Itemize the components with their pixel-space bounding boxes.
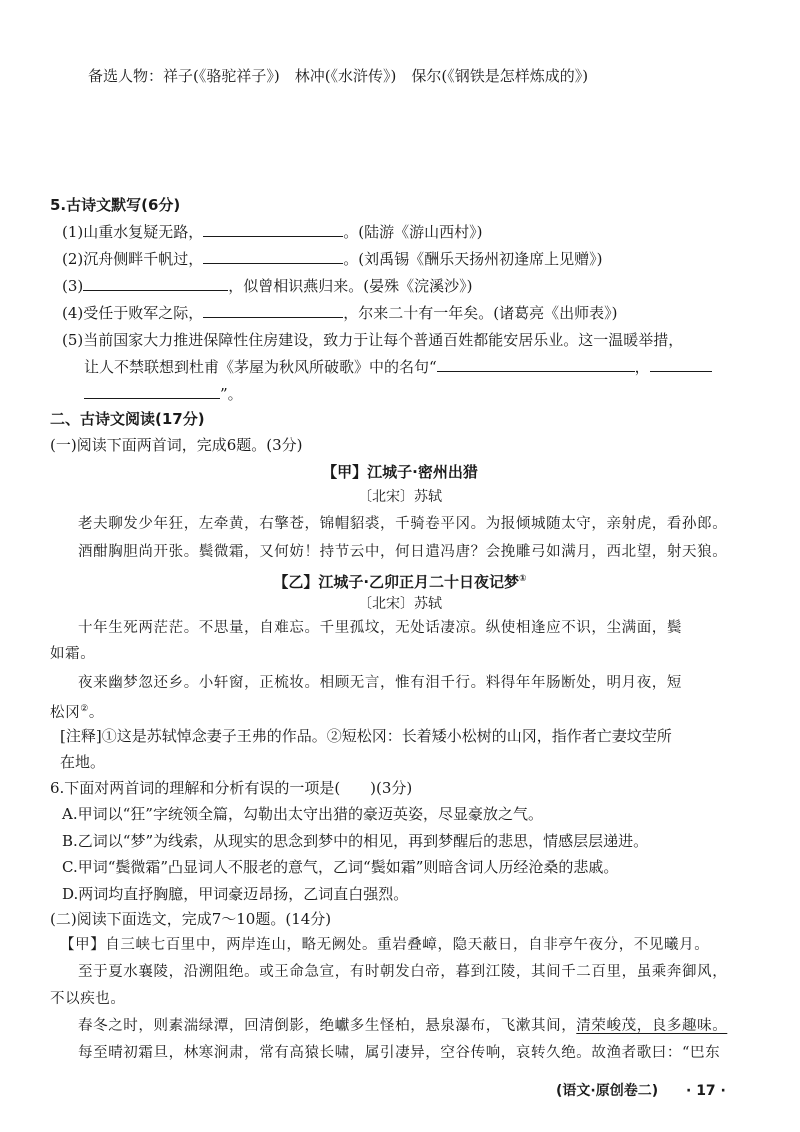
answer-blank[interactable]	[203, 222, 343, 237]
prose-line-5: 每至晴初霜旦，林寒涧肃，常有高猿长啸，属引凄异，空谷传响，哀转久绝。故渔者歌曰：“巴东	[78, 1045, 721, 1061]
q5-line-7: ”。	[84, 384, 243, 404]
prose-line-1: 【甲】自三峡七百里中，两岸连山，略无阙处。重岩叠嶂，隐天蔽日，自非亭午夜分，不见曦月。	[60, 937, 710, 953]
q5-line-5: (5)当前国家大力推进保障性住房建设，致力于让每个普通百姓都能安居乐业。这一温暖举措，	[62, 331, 684, 349]
prose-line-3: 不以疾也。	[50, 991, 126, 1007]
poem-b-line-3: 夜来幽梦忽还乡。小轩窗，正梳妆。相顾无言，惟有泪千行。料得年年肠断处，明月夜，短	[78, 675, 682, 691]
page-number: · 17 ·	[686, 1083, 726, 1099]
notes-line-2: 在地。	[60, 753, 106, 771]
candidate-characters: 备选人物：祥子(《骆驼祥子》) 林冲(《水浒传》) 保尔(《钢铁是怎样炼成的》)	[88, 67, 589, 85]
answer-blank[interactable]	[203, 303, 343, 318]
section-2-title: 二、古诗文阅读(17分)	[50, 410, 205, 428]
poem-b-line-1: 十年生死两茫茫。不思量，自难忘。千里孤坟，无处话凄凉。纵使相逢应不识，尘满面，鬓	[78, 620, 682, 636]
poem-b-line-4: 松冈②。	[50, 704, 104, 721]
q5-line-6: 让人不禁联想到杜甫《茅屋为秋风所破歌》中的名句“ ，	[84, 357, 712, 377]
answer-blank[interactable]	[437, 357, 635, 372]
q5-line-2: (2)沉舟侧畔千帆过， 。(刘禹锡《酬乐天扬州初逢席上见赠》)	[62, 250, 603, 268]
footer-label: (语文·原创卷二)	[556, 1083, 659, 1099]
poem-a-author: 〔北宋〕苏轼	[358, 489, 442, 505]
q6-stem: 6.下面对两首词的理解和分析有误的一项是( )(3分)	[50, 779, 413, 797]
q6-option-a[interactable]: A.甲词以“狂”字统领全篇，勾勒出太守出猎的豪迈英姿，尽显豪放之气。	[62, 805, 543, 823]
poem-b-line-2: 如霜。	[50, 646, 96, 662]
answer-blank[interactable]	[650, 357, 712, 372]
poem-a-line-2: 酒酣胸胆尚开张。鬓微霜，又何妨！持节云中，何日遣冯唐？会挽雕弓如满月，西北望，射天狼。	[78, 544, 728, 560]
q6-option-c[interactable]: C.甲词“鬓微霜”凸显词人不服老的意气，乙词“鬓如霜”则暗含词人历经沧桑的悲戚。	[62, 858, 619, 876]
poem-b-author: 〔北宋〕苏轼	[358, 596, 442, 612]
answer-blank[interactable]	[203, 249, 343, 264]
q5-line-1: (1)山重水复疑无路， 。(陆游《游山西村》)	[62, 223, 483, 241]
poem-a-title: 【甲】江城子·密州出猎	[322, 463, 478, 481]
underlined-phrase: 清荣峻茂，良多趣味。	[576, 1018, 728, 1034]
answer-blank[interactable]	[84, 384, 220, 399]
poem-b-title: 【乙】江城子·乙卯正月二十日夜记梦①	[273, 573, 527, 591]
q5-title: 5.古诗文默写(6分)	[50, 196, 181, 214]
subsection-1-instructions: (一)阅读下面两首词，完成6题。(3分)	[50, 436, 303, 454]
poem-a-line-1: 老夫聊发少年狂，左牵黄，右擎苍，锦帽貂裘，千骑卷平冈。为报倾城随太守，亲射虎，看孙郎。	[78, 516, 728, 532]
q5-line-4: (4)受任于败军之际， ，尔来二十有一年矣。(诸葛亮《出师表》)	[62, 304, 618, 322]
q6-option-b[interactable]: B.乙词以“梦”为线索，从现实的思念到梦中的相见，再到梦醒后的悲思，情感层层递进。	[62, 832, 649, 850]
q5-line-3: (3) ，似曾相识燕归来。(晏殊《浣溪沙》)	[62, 277, 473, 295]
q6-option-d[interactable]: D.两词均直抒胸臆，甲词豪迈昂扬，乙词直白强烈。	[62, 885, 409, 903]
answer-blank[interactable]	[83, 276, 228, 291]
notes-line-1: [注释]①这是苏轼悼念妻子王弗的作品。②短松冈：长着矮小松树的山冈，指作者亡妻坟茔所	[60, 727, 672, 745]
subsection-2-instructions: (二)阅读下面选文，完成7～10题。(14分)	[50, 910, 332, 928]
prose-line-2: 至于夏水襄陵，沿溯阻绝。或王命急宣，有时朝发白帝，暮到江陵，其间千二百里，虽乘奔御风，	[78, 964, 728, 980]
prose-line-4: 春冬之时，则素湍绿潭，回清倒影，绝巘多生怪柏，悬泉瀑布，飞漱其间，清荣峻茂，良多趣味。	[78, 1018, 728, 1034]
